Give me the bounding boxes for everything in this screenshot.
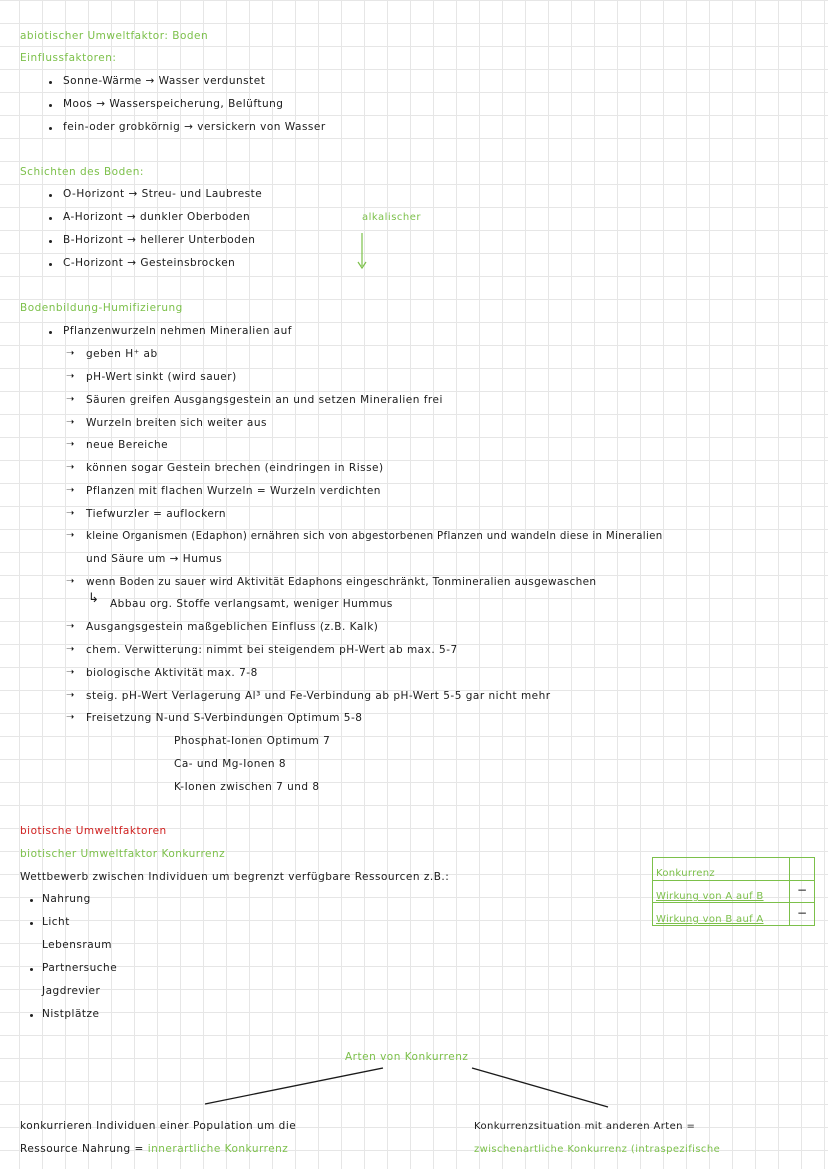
soil-step: Abbau org. Stoffe verlangsamt, weniger Hummus <box>110 598 393 610</box>
intraspecific-text: Ressource Nahrung = <box>20 1143 144 1155</box>
competition-heading: biotischer Umweltfaktor Konkurrenz <box>20 848 226 860</box>
soil-step: Freisetzung N-und S-Verbindungen Optimum 5-8 <box>86 712 363 724</box>
page-title: abiotischer Umweltfaktor: Boden <box>20 30 209 42</box>
soil-step: wenn Boden zu sauer wird Aktivität Edaphons eingeschränkt, Tonmineralien ausgewaschen <box>86 576 597 588</box>
interspecific-line2: zwischenartliche Konkurrenz (intraspezifische <box>474 1144 721 1155</box>
influence-item: fein-oder grobkörnig → versickern von Wasser <box>63 121 326 133</box>
soil-step: pH-Wert sinkt (wird sauer) <box>86 371 237 383</box>
intraspecific-line1: konkurrieren Individuen einer Population um die <box>20 1120 297 1132</box>
influence-item: Sonne-Wärme → Wasser verdunstet <box>63 75 266 87</box>
soil-step: Tiefwurzler = auflockern <box>86 508 227 520</box>
right-arrow-icon: ➝ <box>66 530 75 541</box>
table-value: − <box>797 883 808 897</box>
right-arrow-icon: ➝ <box>66 667 75 678</box>
soil-step: biologische Aktivität max. 7-8 <box>86 667 258 679</box>
return-arrow-icon: ↳ <box>88 591 99 606</box>
layer-item: O-Horizont → Streu- und Laubreste <box>63 188 263 200</box>
soil-step: steig. pH-Wert Verlagerung Al³ und Fe-Verbindung ab pH-Wert 5-5 gar nicht mehr <box>86 690 551 702</box>
right-arrow-icon: ➝ <box>66 508 75 519</box>
intraspecific-line2 <box>20 1143 288 1156</box>
soil-step: Phosphat-Ionen Optimum 7 <box>174 735 331 747</box>
competition-types-heading: Arten von Konkurrenz <box>345 1051 469 1063</box>
soil-step: Ausgangsgestein maßgeblichen Einfluss (z.B. Kalk) <box>86 621 379 633</box>
table-label: Wirkung von A auf B <box>656 891 764 902</box>
layer-item: B-Horizont → hellerer Unterboden <box>63 234 256 246</box>
resource-item: Lebensraum <box>42 939 113 951</box>
intraspecific-term: innerartliche Konkurrenz <box>147 1143 289 1155</box>
soil-step: Säuren greifen Ausgangsgestein an und setzen Mineralien frei <box>86 394 443 406</box>
soil-step: können sogar Gestein brechen (eindringen in Risse) <box>86 462 384 474</box>
biotic-heading: biotische Umweltfaktoren <box>20 825 167 837</box>
influence-heading: Einflussfaktoren: <box>20 52 117 64</box>
right-arrow-icon: ➝ <box>66 485 75 496</box>
layer-item: C-Horizont → Gesteinsbrocken <box>63 257 236 269</box>
left-branch-line <box>205 1068 383 1104</box>
right-arrow-icon: ➝ <box>66 417 75 428</box>
influence-item: Moos → Wasserspeicherung, Belüftung <box>63 98 284 110</box>
layer-item: A-Horizont → dunkler Oberboden <box>63 211 251 223</box>
right-arrow-icon: ➝ <box>66 690 75 701</box>
table-label: Wirkung von B auf A <box>656 914 764 925</box>
right-arrow-icon: ➝ <box>66 576 75 587</box>
interspecific-line1: Konkurrenzsituation mit anderen Arten = <box>474 1121 696 1132</box>
alkaline-note: alkalischer <box>362 212 422 223</box>
soil-step: Wurzeln breiten sich weiter aus <box>86 417 267 429</box>
right-arrow-icon: ➝ <box>66 371 75 382</box>
resource-item: Nistplätze <box>42 1008 100 1020</box>
right-arrow-icon: ➝ <box>66 621 75 632</box>
right-arrow-icon: ➝ <box>66 394 75 405</box>
table-value: − <box>797 906 808 920</box>
right-arrow-icon: ➝ <box>66 348 75 359</box>
right-arrow-icon: ➝ <box>66 462 75 473</box>
resource-item: Nahrung <box>42 893 91 905</box>
soil-step: Pflanzen mit flachen Wurzeln = Wurzeln verdichten <box>86 485 381 497</box>
soil-formation-heading: Bodenbildung-Humifizierung <box>20 302 183 314</box>
layers-heading: Schichten des Boden: <box>20 166 144 178</box>
soil-step: und Säure um → Humus <box>86 553 223 565</box>
soil-step: kleine Organismen (Edaphon) ernähren sich von abgestorbenen Pflanzen und wandeln diese in Mineralien <box>86 531 663 542</box>
table-label: Konkurrenz <box>656 868 715 879</box>
resource-item: Jagdrevier <box>42 985 101 997</box>
right-branch-line <box>472 1068 608 1107</box>
right-arrow-icon: ➝ <box>66 712 75 723</box>
competition-definition: Wettbewerb zwischen Individuen um begrenzt verfügbare Ressourcen z.B.: <box>20 871 450 883</box>
soil-step: neue Bereiche <box>86 439 169 451</box>
soil-step: K-Ionen zwischen 7 und 8 <box>174 781 320 793</box>
resource-item: Licht <box>42 916 70 928</box>
soil-intro: Pflanzenwurzeln nehmen Mineralien auf <box>63 325 292 337</box>
soil-step: chem. Verwitterung: nimmt bei steigendem pH-Wert ab max. 5-7 <box>86 644 458 656</box>
resource-item: Partnersuche <box>42 962 118 974</box>
right-arrow-icon: ➝ <box>66 644 75 655</box>
right-arrow-icon: ➝ <box>66 439 75 450</box>
soil-step: geben H⁺ ab <box>86 348 158 360</box>
soil-step: Ca- und Mg-Ionen 8 <box>174 758 287 770</box>
